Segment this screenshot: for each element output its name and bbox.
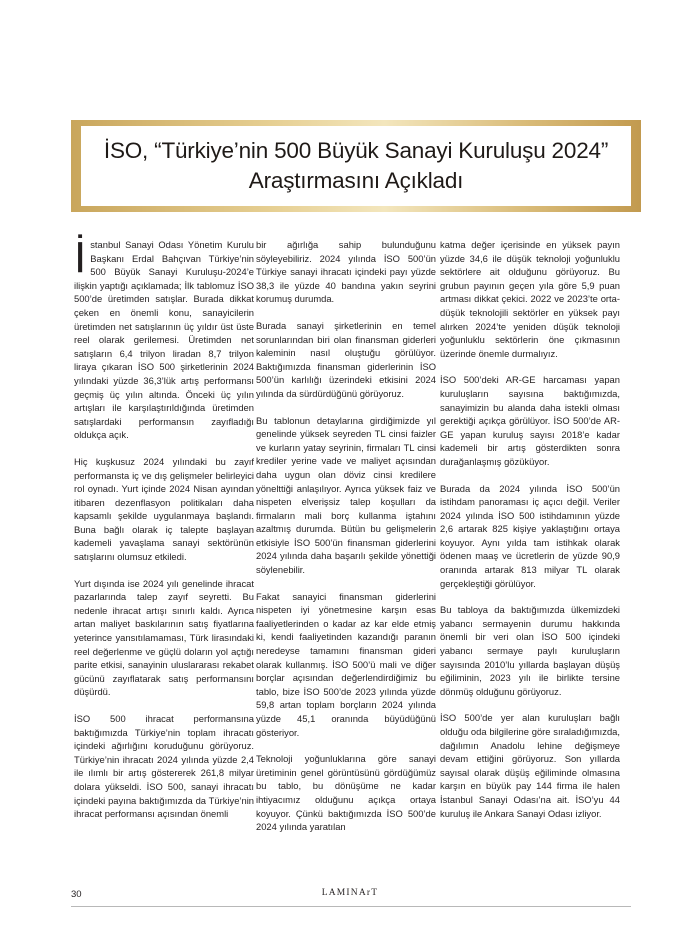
paragraph: bir ağırlığa sahip bulunduğunu söyleyebiliriz. 2024 yılında İSO 500’ün Türkiye sanayi ihracatı içindeki payı yüzde 38,3 ile yüzde 40 bandına yakın seyrini korumuş durumda. xyxy=(256,239,436,305)
paragraph: katma değer içerisinde en yüksek payın yüzde 34,6 ile düşük teknoloji yoğunluklu sektörlere ait olduğunu görüyoruz. Bu grubun payının geçen yıla göre 5,9 puan artması dikkat çekici. 2022 ve 2023’te orta-düşük teknolojili sektörler en yüksek payı alırken 2024’te yeniden düşük teknoloji yoğunluklu sektörlerin öne çıkmasının üzerinde önemle durmalıyız. xyxy=(440,239,620,359)
column-3 xyxy=(440,238,620,833)
paragraph: Bu tabloya da baktığımızda ülkemizdeki yabancı sermayenin durumu hakkında önemli bir veri olan İSO 500 içindeki yabancı sermaye paylı kuruluşların sayısında 2010’lu yıllarda başlayan düşüş eğiliminin, 2023 yılı ile birlikte tersine dönmüş olduğunu görüyoruz. xyxy=(440,604,620,697)
title-box xyxy=(81,126,631,206)
paragraph: Burada sanayi şirketlerinin en temel sorunlarından biri olan finansman giderleri kaleminin nasıl oluştuğu görülüyor. Baktığımızda finansman giderlerinin İSO 500’ün karlılığı üzerindeki etkisini 2024 yılında da sürdürdüğünü görüyoruz. xyxy=(256,319,436,399)
paragraph: Yurt dışında ise 2024 yılı genelinde ihracat pazarlarında talep zayıf seyretti. Bu nedenle ihracat artışı sınırlı kaldı. Ayrıca artan maliyet baskılarının satış fiyatlarına yeterince yansıtılamaması, Türk lirasındaki reel değerlenme ve güçlü doların yol açtığı parite etkisi, sanayinin uluslararası rekabet gücünü zayıflatarak satış performansını düşürdü. xyxy=(74,577,254,698)
paragraph: Fakat sanayici finansman giderlerini nispeten iyi yönetmesine karşın esas faaliyetlerinden o kadar az kar elde etmiş ki, kendi faaliyetinden kazandığı paranın neredeyse tamamını finansman gideri olarak kullanmış. İSO 500’ü mali ve diğer borçlar açısından değerlendirdiğimiz bu tablo, bize İSO 500’de 2023 yılında yüzde 59,8 artan toplam borçların 2024 yılında yüzde 45,1 oranında büyüdüğünü gösteriyor. xyxy=(256,590,436,738)
article-title: İSO, “Türkiye’nin 500 Büyük Sanayi Kuruluşu 2024” Araştırmasını Açıkladı xyxy=(103,138,609,193)
paragraph: İSO 500’de yer alan kuruluşları bağlı olduğu oda bilgilerine göre sıraladığımızda, dağılımın Anadolu lehine değişmeye devam ettiğini görüyoruz. Son yıllarda sayısal olarak düşüş eğiliminde olmasına karşın en büyük pay 144 firma ile halen İstanbul Sanayi Odası’na ait. İSO’yu 44 kuruluş ile Ankara Sanayi Odası izliyor. xyxy=(440,712,620,819)
paragraph: Burada da 2024 yılında İSO 500’ün istihdam panoraması iç açıcı değil. Veriler 2024 yılında İSO 500 istihdamının yüzde 2,6 artarak 825 kişiye yaklaştığını ortaya koyuyor. Aynı yılda tam istihkak olarak ödenen maaş ve ücretlerin de yüzde 90,9 oranında artarak 813 milyar TL olarak gerçekleştiği görülüyor. xyxy=(440,482,620,589)
dropcap: İ xyxy=(74,233,87,282)
paragraph: İSO 500 ihracat performansına baktığımızda Türkiye’nin toplam ihracatı içindeki ağırlığını koruduğunu görüyoruz. Türkiye’nin ihracatı 2024 yılında yüzde 2,4 ile ılımlı bir artış göstererek 261,8 milyar dolara yükseldi. İSO 500, sanayi ihracatı içindeki payına baktığımızda da Türkiye’nin ihracat performansı açısından önemli xyxy=(74,713,254,820)
footer-rule xyxy=(71,906,631,907)
paragraph: Hiç kuşkusuz 2024 yılındaki bu zayıf performansta iç ve dış gelişmeler belirleyici rol oynadı. Yurt içinde 2024 Nisan ayından itibaren dezenflasyon politikaları daha kapsamlı şekilde uygulanmaya başlandı. Buna bağlı olarak iç talepte başlayan kademeli yavaşlama sanayi sektörünün satışlarını olumsuz etkiledi. xyxy=(74,455,254,563)
paragraph xyxy=(74,233,254,442)
column-2 xyxy=(256,238,436,847)
paragraph: Bu tablonun detaylarına girdiğimizde yıl genelinde yüksek seyreden TL cinsi faizler ve kurların yatay seyrinin, firmaları TL cinsi krediler yerine vade ve maliyet açısından daha uygun olan döviz cinsi kredilere yönelttiği anlaşılıyor. Ayrıca yüksek faiz ve nispeten elverişsiz talep koşulları da firmaların mali borç kullanma iştahını azaltmış durumda. Bütün bu gelişmelerin etkisiyle İSO 500’ün finansman giderlerini 2024 yılında daha başarılı şekilde yönettiği söylenebilir. xyxy=(256,414,436,576)
page-number: 30 xyxy=(71,889,82,900)
column-1 xyxy=(74,233,254,834)
paragraph: Teknoloji yoğunluklarına göre sanayi üretiminin genel görüntüsünü gördüğümüz bu tablo, bu dönüşüme ne kadar ihtiyacımız olduğunu açıkça ortaya koyuyor. Çünkü baktığımızda İSO 500’de 2024 yılında yaratılan xyxy=(256,753,436,833)
magazine-brand: LAMINArT xyxy=(321,888,379,898)
paragraph-text: stanbul Sanayi Odası Yönetim Kurulu Başkanı Erdal Bahçıvan Türkiye’nin 500 Büyük Sanayi Kuruluşu-2024’e ilişkin yaptığı açıklamada; İlk tablomuz İSO 500’de üretimden satışlar. Burada dikkat çeken en önemli konu, sanayicilerin üretimden net satışlarının üç yıldır üst üste reel olarak gerilemesi. Üretimden net satışların 6,4 trilyon liradan 8,7 trilyon liraya çıkaran İSO 500 şirketlerinin 2024 yılındaki yüzde 36,3’lük artış performansı geçmiş üç yılın altında. Önceki üç yılın artışları ile karşılaştırıldığında üretimden satışlardaki performansın zayıfladığı oldukça açık. xyxy=(74,239,254,441)
paragraph: İSO 500’deki AR-GE harcaması yapan kuruluşların sayısına baktığımızda, sanayimizin bu alanda daha istekli olması gerektiği açıkça görülüyor. İSO 500’de AR-GE yapan kuruluş sayısı 2018’e kadar kademeli bir artış gösterdikten sonra durağanlaşmış gözüküyor. xyxy=(440,374,620,467)
